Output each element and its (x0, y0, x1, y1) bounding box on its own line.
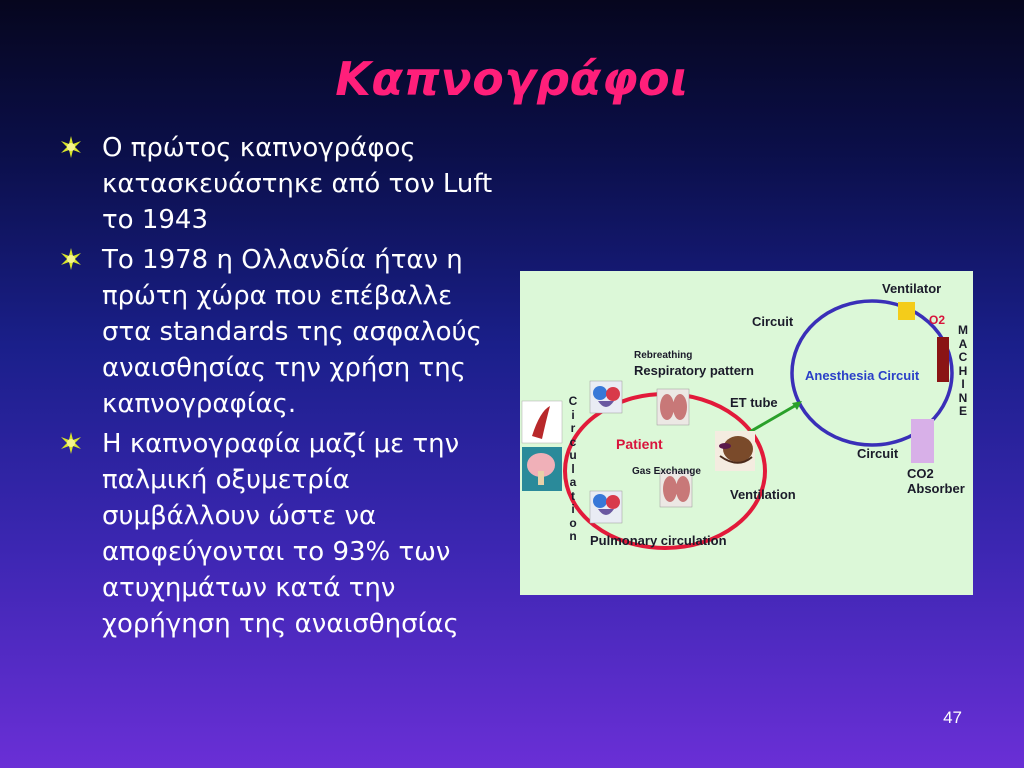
bullet-item (60, 242, 500, 422)
bullet-text: Το 1978 η Ολλανδία ήταν η πρώτη χώρα που επέβαλλε στα standards της ασφαλούς αναισθησίας την χρήση της καπνογραφίας. (102, 245, 482, 419)
starburst-bullet-icon (60, 136, 82, 158)
bullet-text: Η καπνογραφία μαζί με την παλμική οξυμετρία συμβάλλουν ώστε να αποφεύγονται το 93% των ατυχημάτων κατά την χορήγηση της αναισθησίας (102, 429, 460, 639)
absorber-label: Absorber (907, 481, 965, 496)
muscle-icon (522, 401, 562, 443)
page-number: 47 (943, 708, 962, 727)
brain-scan-icon (522, 447, 562, 491)
patient-label: Patient (616, 436, 663, 452)
anesthesia-circuit-diagram (520, 271, 973, 595)
pulmonary-circulation-label: Pulmonary circulation (590, 533, 727, 548)
anesthesia-circuit-label: Anesthesia Circuit (805, 368, 920, 383)
ventilation-label: Ventilation (730, 487, 796, 502)
circuit-bottom-label: Circuit (857, 446, 899, 461)
heart-icon (590, 491, 622, 523)
co2-absorber-icon (911, 419, 934, 463)
starburst-bullet-icon (60, 248, 82, 270)
patient-face-icon (715, 431, 755, 471)
co2-label: CO2 (907, 466, 934, 481)
rebreathing-label: Rebreathing (634, 350, 693, 361)
bullet-item (60, 130, 500, 238)
machine-label: M A C H I N E (958, 323, 968, 418)
o2-cylinder-icon (937, 337, 949, 382)
bullet-text: Ο πρώτος καπνογράφος κατασκευάστηκε από τον Luft το 1943 (102, 133, 493, 235)
o2-label: O2 (929, 313, 946, 327)
gas-exchange-label: Gas Exchange (632, 466, 701, 477)
slide-title: Καπνογράφοι (335, 52, 689, 106)
lungs-icon (657, 389, 689, 425)
bullet-list (60, 130, 500, 646)
bullet-item (60, 426, 500, 642)
circulation-label: C i r c u l a t i o n (568, 394, 578, 543)
et-tube-label: ET tube (730, 395, 778, 410)
heart-icon (590, 381, 622, 413)
ventilator-icon (898, 302, 915, 320)
ventilator-label: Ventilator (882, 281, 942, 296)
starburst-bullet-icon (60, 432, 82, 454)
diagram-graphics (520, 271, 973, 595)
circuit-top-label: Circuit (752, 314, 794, 329)
respiratory-pattern-label: Respiratory pattern (634, 363, 754, 378)
